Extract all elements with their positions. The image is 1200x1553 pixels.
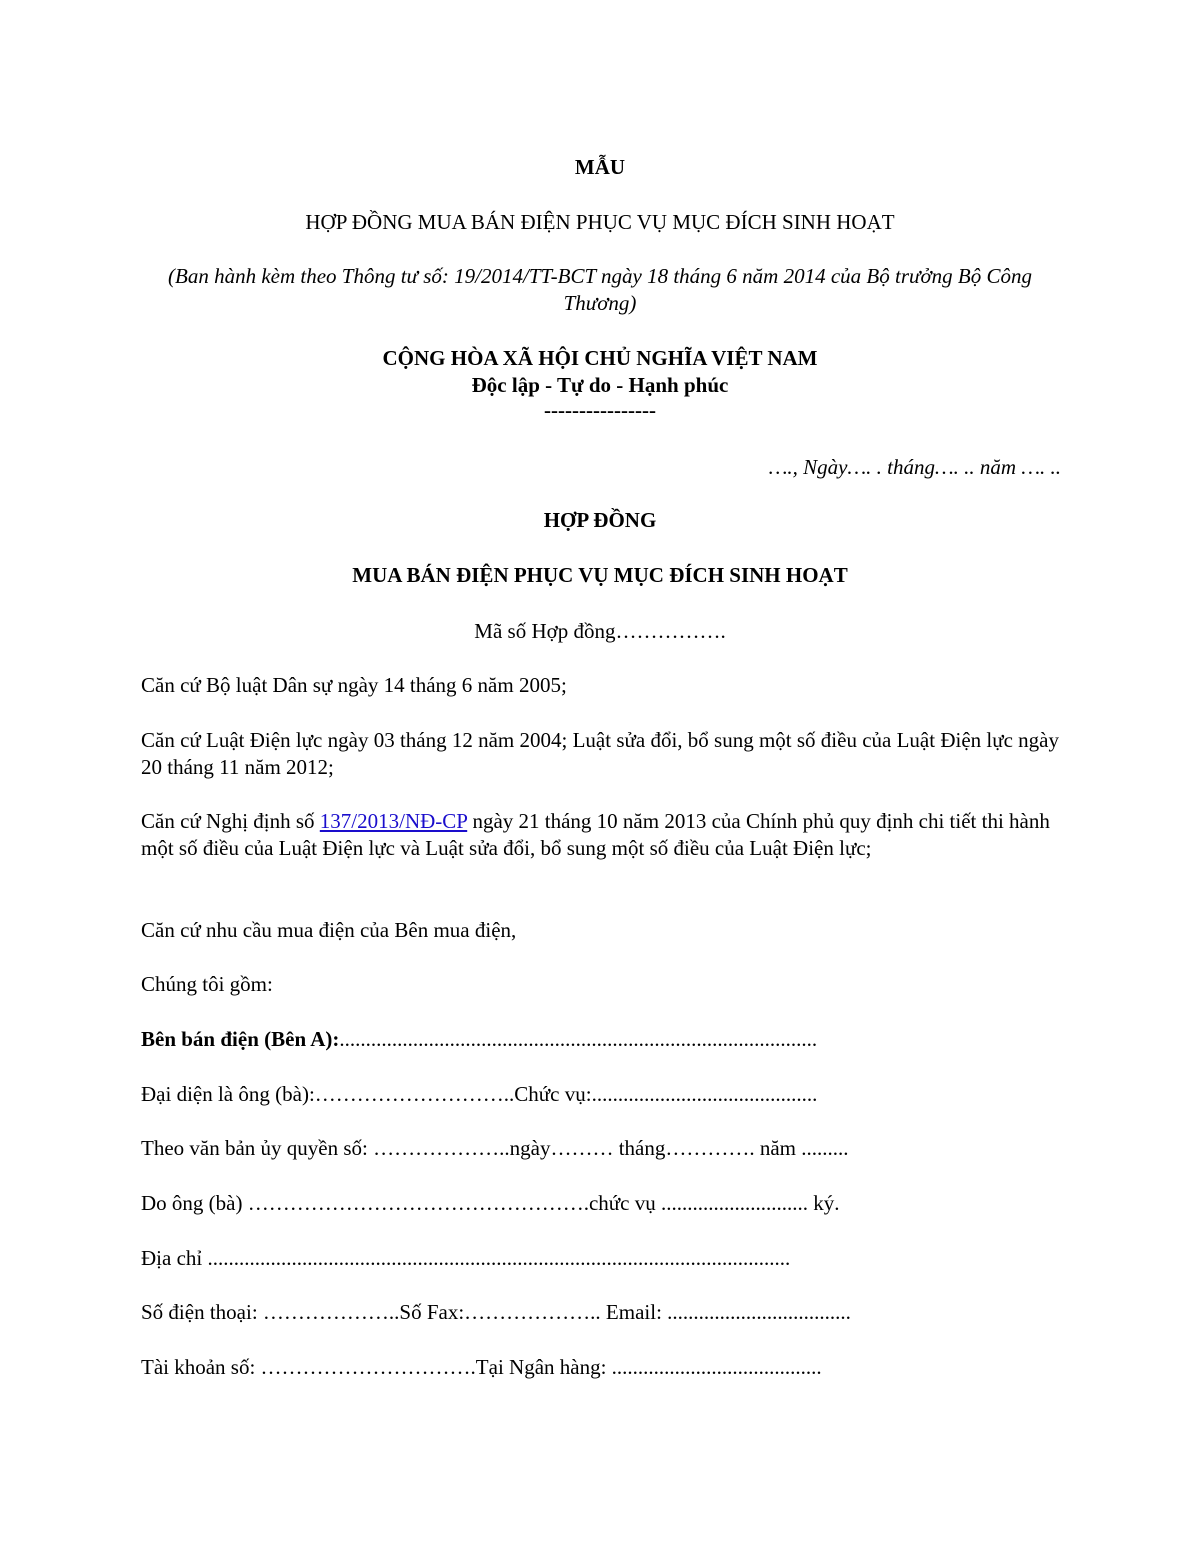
seller-heading [141, 1026, 1061, 1053]
country-name: CỘNG HÒA XÃ HỘI CHỦ NGHĨA VIỆT NAM [382, 346, 818, 370]
form-label: MẪU [574, 155, 626, 179]
seller-label: Bên bán điện (Bên A): [141, 1027, 340, 1051]
seller-authorization-field[interactable]: Theo văn bản ủy quyền số: ………………..ngày……… tháng…………. năm ......... [141, 1136, 849, 1160]
seller-name-field[interactable]: ........................................................................................... [339, 1027, 818, 1051]
we-include: Chúng tôi gồm: [141, 972, 273, 996]
basis-civil-code: Căn cứ Bộ luật Dân sự ngày 14 tháng 6 năm 2005; [141, 673, 567, 697]
basis-decree [141, 808, 1061, 862]
motto-divider: ---------------- [544, 398, 656, 422]
contract-code-line: Mã số Hợp đồng……………. [474, 619, 726, 643]
basis-electricity-law: Căn cứ Luật Điện lực ngày 03 tháng 12 năm 2004; Luật sửa đổi, bổ sung một số điều của Luật Điện lực ngày 20 tháng 11 năm 2012; [141, 728, 1060, 779]
basis-decree-text-pre: Căn cứ Nghị định số [141, 809, 320, 833]
contract-subtitle: MUA BÁN ĐIỆN PHỤC VỤ MỤC ĐÍCH SINH HOẠT [352, 563, 848, 587]
form-subtitle: HỢP ĐỒNG MUA BÁN ĐIỆN PHỤC VỤ MỤC ĐÍCH SINH HOẠT [305, 210, 895, 234]
seller-signed-by-field[interactable]: Do ông (bà) ………………………………………….chức vụ ............................ ký. [141, 1191, 840, 1215]
contract-title: HỢP ĐỒNG [543, 508, 657, 532]
seller-representative-field[interactable]: Đại diện là ông (bà):………………………..Chức vụ:........................................... [141, 1082, 818, 1106]
issued-note: (Ban hành kèm theo Thông tư số: 19/2014/TT-BCT ngày 18 tháng 6 năm 2014 của Bộ trưởng Bộ Công Thương) [168, 264, 1032, 315]
decree-link[interactable]: 137/2013/NĐ-CP [319, 809, 468, 833]
date-line: …., Ngày…. . tháng…. .. năm …. .. [768, 455, 1061, 479]
motto: Độc lập - Tự do - Hạnh phúc [471, 373, 729, 397]
basis-decree-text-post: ngày 21 tháng 10 năm 2013 của Chính phủ quy định chi tiết thi hành một số điều của Luật Điện lực và Luật sửa đổi, bổ sung một số điều của Luật Điện lực; [141, 809, 1050, 860]
basis-demand: Căn cứ nhu cầu mua điện của Bên mua điện, [141, 918, 517, 942]
seller-bank-account-field[interactable]: Tài khoản số: ………………………….Tại Ngân hàng: ........................................ [141, 1355, 822, 1379]
seller-address-field[interactable]: Địa chỉ ............................................................................................................... [141, 1246, 791, 1270]
seller-phone-fax-email-field[interactable]: Số điện thoại: ………………..Số Fax:……………….. Email: ................................... [141, 1300, 851, 1324]
